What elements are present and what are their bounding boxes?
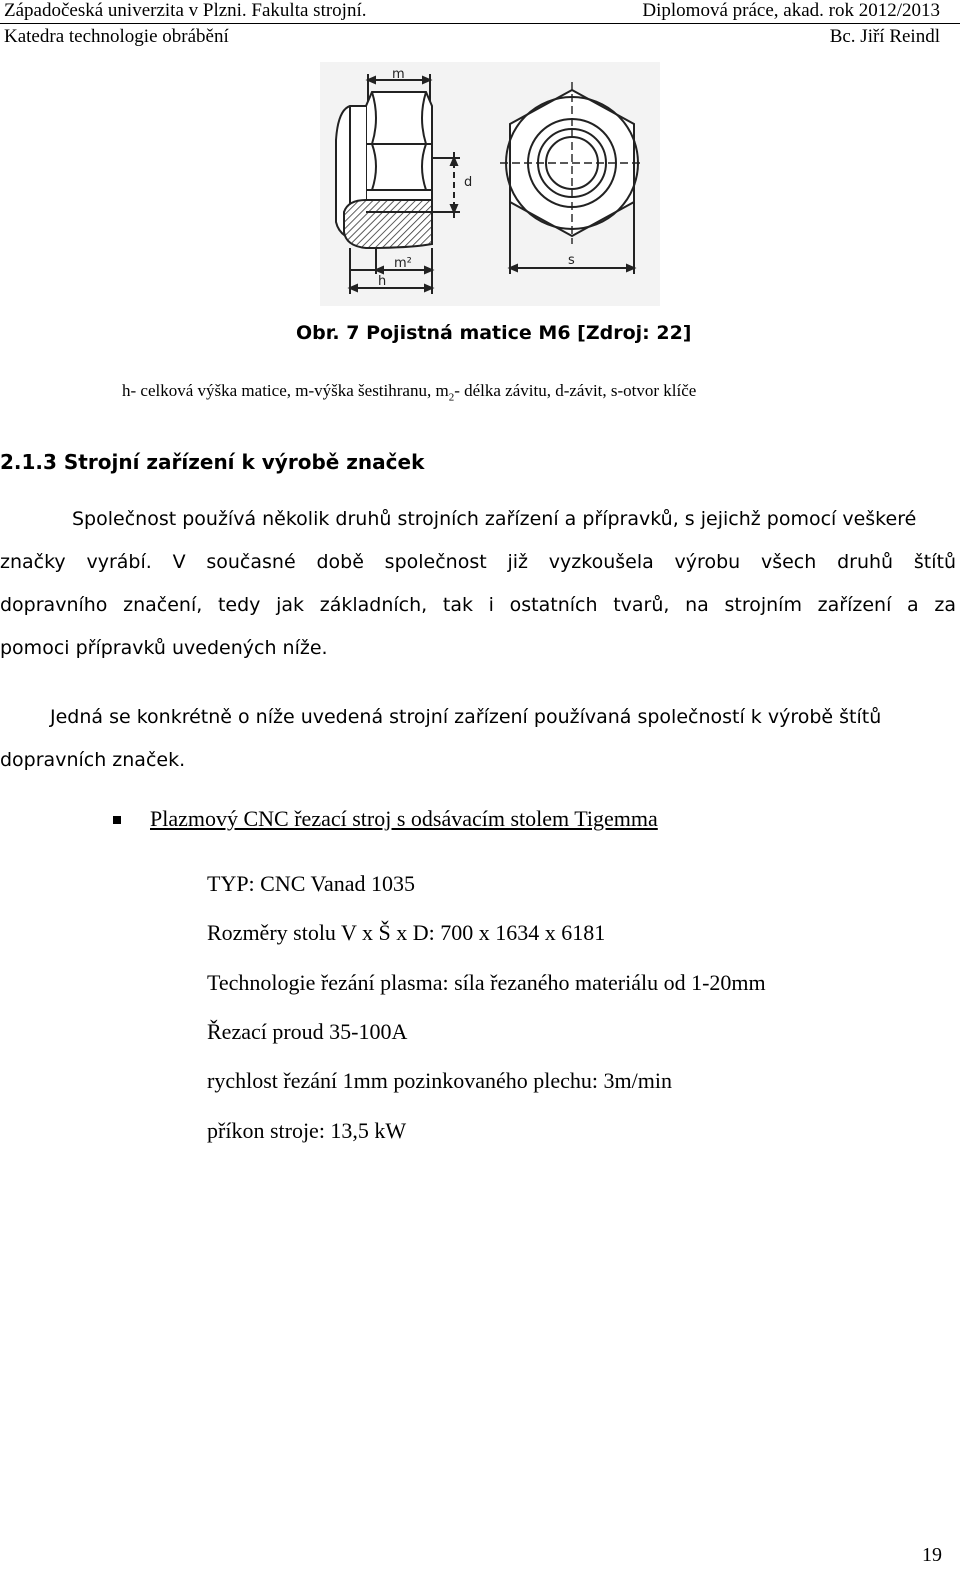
lock-nut-figure (320, 62, 660, 306)
paragraph-1-line-3: dopravního značení, tedy jak základních, tak i ostatních tvarů, na strojním zařízení a za (0, 594, 956, 616)
bullet-title: Plazmový CNC řezací stroj s odsávacím stolem Tigemma (150, 806, 658, 831)
paragraph-2-line-1: Jedná se konkrétně o níže uvedená strojní zařízení používaná společností k výrobě štítů (50, 706, 882, 728)
figure-caption: Obr. 7 Pojistná matice M6 [Zdroj: 22] (296, 322, 692, 344)
spec-table-dimensions: Rozměry stolu V x Š x D: 700 x 1634 x 6181 (207, 920, 606, 945)
dim-label-m2: m² (394, 256, 412, 271)
spec-cutting-current: Řezací proud 35-100A (207, 1019, 408, 1044)
paragraph-1 (0, 498, 956, 670)
spec-cutting-technology: Technologie řezání plasma: síla řezaného materiálu od 1-20mm (207, 970, 766, 995)
paragraph-1-line-1: Společnost používá několik druhů strojních zařízení a přípravků, s jejichž pomocí veškeré (72, 508, 917, 530)
dim-label-h: h (378, 274, 387, 289)
paragraph-1-line-4: pomoci přípravků uvedených níže. (0, 637, 328, 659)
dim-label-s: s (568, 253, 575, 268)
legend-text-end: - délka závitu, d-závit, s-otvor klíče (454, 381, 697, 400)
legend-text-start: h- celková výška matice, m-výška šestihranu, m (122, 381, 449, 400)
header-thesis-info: Diplomová práce, akad. rok 2012/2013 (642, 0, 940, 21)
dim-label-m: m (392, 67, 405, 82)
legend-subscript: 2 (448, 391, 455, 404)
header-university: Západočeská univerzita v Plzni. Fakulta strojní. (4, 0, 367, 21)
figure-legend (122, 381, 696, 403)
paragraph-2 (0, 696, 956, 782)
spec-cutting-speed: rychlost řezání 1mm pozinkovaného plechu: 3m/min (207, 1068, 672, 1093)
lock-nut-drawing (320, 62, 660, 306)
spec-type: TYP: CNC Vanad 1035 (207, 871, 415, 896)
page-number: 19 (922, 1544, 942, 1566)
paragraph-2-line-2: dopravních značek. (0, 749, 186, 771)
dim-label-d: d (464, 175, 473, 190)
bullet-square-icon (113, 816, 121, 824)
header-author: Bc. Jiří Reindl (829, 26, 940, 47)
header-department: Katedra technologie obrábění (4, 26, 229, 47)
spec-power-input: příkon stroje: 13,5 kW (207, 1118, 407, 1143)
paragraph-1-line-2: značky vyrábí. V současné době společnost již vyzkoušela výrobu všech druhů štítů (0, 551, 956, 573)
section-heading: 2.1.3 Strojní zařízení k výrobě značek (0, 450, 425, 474)
header-rule (0, 23, 960, 24)
